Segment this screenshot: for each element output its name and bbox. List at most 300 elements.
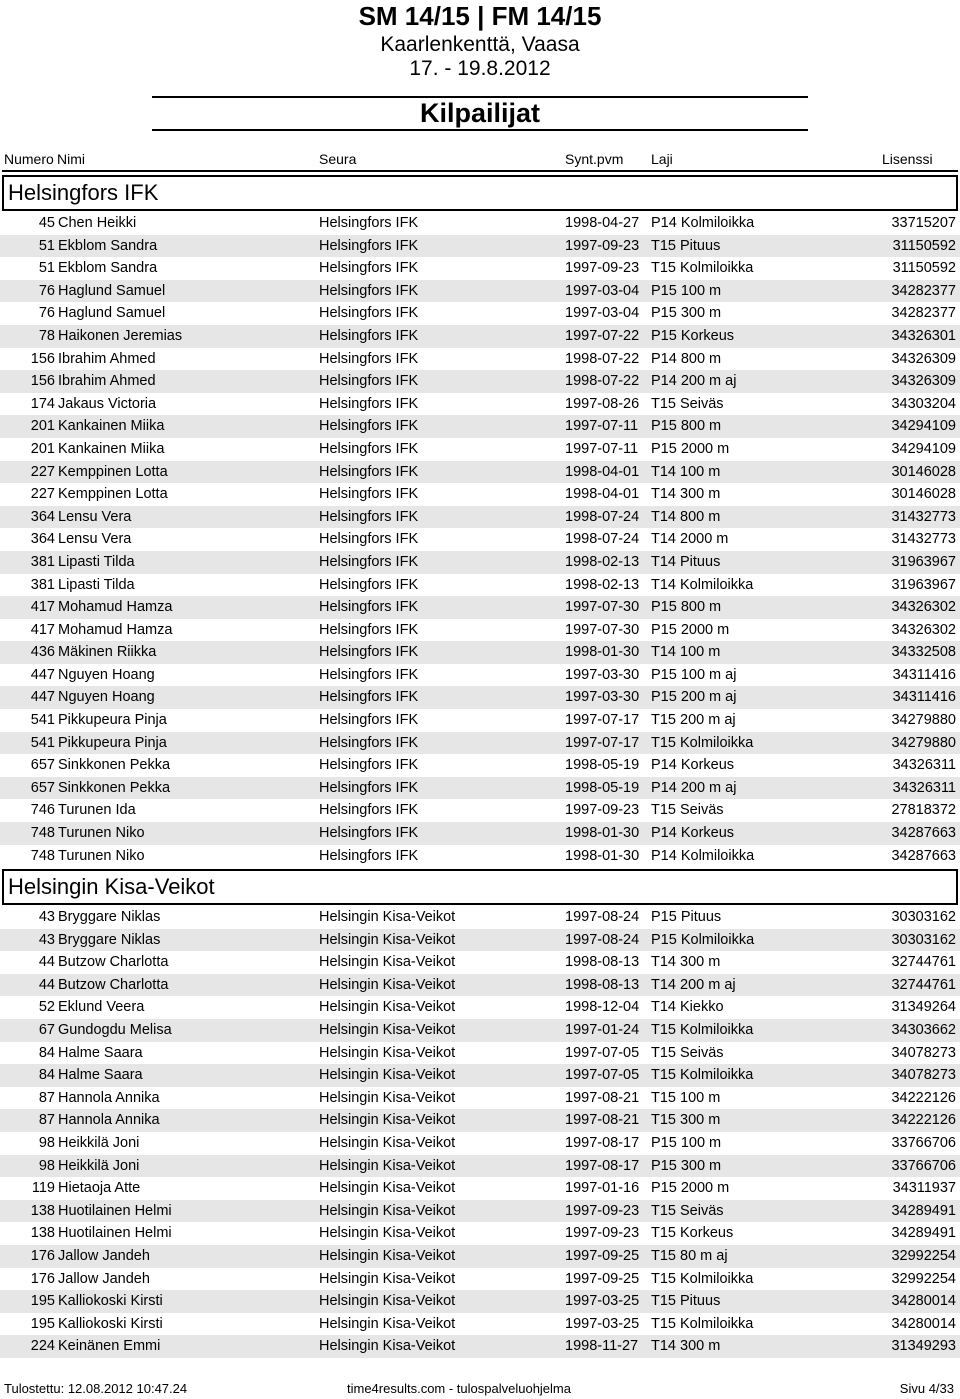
row-number: 657: [30, 779, 55, 796]
row-event: P14 200 m aj: [651, 779, 737, 796]
row-club: Helsingin Kisa-Veikot: [319, 1293, 456, 1310]
row-number: 87: [38, 1089, 55, 1106]
table-row: [0, 212, 960, 235]
row-license: 34294109: [891, 440, 956, 457]
row-birthdate: 1998-05-19: [565, 757, 640, 774]
row-number: 201: [30, 440, 55, 457]
row-name: Kankainen Miika: [58, 418, 165, 435]
row-birthdate: 1997-03-04: [565, 282, 640, 299]
col-event: Laji: [651, 151, 673, 167]
row-birthdate: 1998-02-13: [565, 553, 640, 570]
table-row: [0, 348, 960, 371]
row-name: Ibrahim Ahmed: [58, 373, 156, 390]
row-name: Butzow Charlotta: [58, 954, 169, 971]
row-name: Hannola Annika: [58, 1112, 160, 1129]
row-license: 34279880: [891, 712, 956, 729]
row-club: Helsingfors IFK: [319, 689, 419, 706]
row-number: 381: [30, 553, 55, 570]
row-license: 34303204: [891, 395, 956, 412]
table-row: [0, 1019, 960, 1042]
table-row: [0, 280, 960, 303]
row-license: 34289491: [891, 1225, 956, 1242]
table-row: [0, 506, 960, 529]
table-row: [0, 799, 960, 822]
row-birthdate: 1998-07-24: [565, 531, 640, 548]
row-number: 44: [38, 954, 55, 971]
row-number: 227: [30, 463, 55, 480]
row-name: Ekblom Sandra: [58, 237, 158, 254]
row-name: Eklund Veera: [58, 999, 145, 1016]
table-row: [0, 1042, 960, 1065]
row-event: T14 100 m: [651, 463, 721, 480]
table-row: [0, 1335, 960, 1358]
row-event: T15 80 m aj: [651, 1247, 728, 1264]
row-number: 381: [30, 576, 55, 593]
row-birthdate: 1997-07-11: [565, 440, 639, 457]
row-license: 34326311: [892, 757, 956, 774]
row-name: Turunen Niko: [58, 847, 145, 864]
row-birthdate: 1997-07-05: [565, 1067, 640, 1084]
row-birthdate: 1998-04-27: [565, 215, 640, 231]
row-number: 52: [38, 999, 55, 1016]
table-row: [0, 1064, 960, 1087]
row-event: P14 200 m aj: [651, 373, 737, 390]
table-row: [0, 845, 960, 868]
row-number: 176: [30, 1247, 55, 1264]
row-birthdate: 1997-08-21: [565, 1112, 640, 1129]
row-birthdate: 1997-03-30: [565, 666, 640, 683]
event-title: SM 14/15 | FM 14/15: [358, 1, 602, 31]
row-birthdate: 1997-08-24: [565, 931, 640, 948]
table-row: [0, 664, 960, 687]
row-club: Helsingfors IFK: [319, 734, 419, 751]
row-club: Helsingfors IFK: [319, 531, 419, 548]
row-club: Helsingin Kisa-Veikot: [319, 1044, 456, 1061]
row-license: 34326302: [891, 599, 956, 616]
table-row: [0, 461, 960, 484]
row-name: Jallow Jandeh: [58, 1270, 150, 1287]
row-club: Helsingfors IFK: [319, 215, 419, 231]
row-club: Helsingin Kisa-Veikot: [319, 1089, 456, 1106]
row-license: 30146028: [891, 486, 956, 503]
row-number: 174: [30, 395, 55, 412]
row-license: 34078273: [891, 1067, 956, 1084]
row-name: Lipasti Tilda: [58, 576, 135, 593]
row-license: 34280014: [891, 1293, 956, 1310]
row-event: T15 Kolmiloikka: [651, 734, 754, 751]
column-header: [0, 149, 960, 169]
table-row: [0, 951, 960, 974]
row-event: P15 2000 m: [651, 1180, 730, 1197]
row-club: Helsingin Kisa-Veikot: [319, 1202, 456, 1219]
row-name: Bryggare Niklas: [58, 909, 161, 925]
row-club: Helsingfors IFK: [319, 644, 419, 661]
row-name: Mohamud Hamza: [58, 621, 173, 638]
table-row: [0, 686, 960, 709]
table-row: [0, 1245, 960, 1268]
row-birthdate: 1998-11-27: [565, 1338, 639, 1355]
row-number: 45: [38, 215, 55, 231]
row-name: Kemppinen Lotta: [58, 463, 168, 480]
row-license: 31432773: [891, 508, 956, 525]
row-event: P15 800 m: [651, 599, 722, 616]
row-club: Helsingfors IFK: [319, 305, 419, 322]
row-club: Helsingin Kisa-Veikot: [319, 1338, 456, 1355]
row-event: P15 Kolmiloikka: [651, 931, 755, 948]
table-row: [0, 302, 960, 325]
row-name: Huotilainen Helmi: [58, 1202, 172, 1219]
row-birthdate: 1997-07-05: [565, 1044, 640, 1061]
row-name: Halme Saara: [58, 1044, 143, 1061]
row-birthdate: 1997-07-30: [565, 621, 640, 638]
row-club: Helsingfors IFK: [319, 599, 419, 616]
row-event: T14 Kolmiloikka: [651, 576, 754, 593]
row-name: Ekblom Sandra: [58, 260, 158, 277]
row-name: Nguyen Hoang: [58, 689, 155, 706]
row-club: Helsingfors IFK: [319, 395, 419, 412]
row-event: P14 Korkeus: [651, 757, 735, 774]
row-club: Helsingfors IFK: [319, 779, 419, 796]
row-number: 138: [30, 1225, 55, 1242]
row-event: T15 Seiväs: [651, 1044, 724, 1061]
table-row: [0, 929, 960, 952]
row-name: Kalliokoski Kirsti: [58, 1315, 163, 1332]
row-birthdate: 1998-04-01: [565, 463, 640, 480]
row-club: Helsingin Kisa-Veikot: [319, 1112, 456, 1129]
row-event: P15 300 m: [651, 1157, 722, 1174]
row-event: T15 Pituus: [651, 237, 721, 254]
row-number: 84: [38, 1067, 55, 1084]
row-license: 30303162: [891, 909, 956, 925]
row-club: Helsingin Kisa-Veikot: [319, 1270, 456, 1287]
table-row: [0, 906, 960, 929]
row-event: T14 300 m: [651, 954, 721, 971]
row-name: Lensu Vera: [58, 531, 132, 548]
row-number: 746: [30, 802, 55, 819]
row-event: T15 Kolmiloikka: [651, 1270, 754, 1287]
row-name: Haikonen Jeremias: [58, 327, 183, 344]
row-license: 32992254: [891, 1247, 956, 1264]
table-row: [0, 1177, 960, 1200]
row-license: 34282377: [891, 282, 956, 299]
row-name: Chen Heikki: [58, 215, 137, 231]
table-row: [0, 732, 960, 755]
table-row: [0, 415, 960, 438]
row-name: Sinkkonen Pekka: [58, 757, 171, 774]
row-event: P14 Korkeus: [651, 825, 735, 842]
row-event: P14 Kolmiloikka: [651, 215, 755, 231]
row-club: Helsingfors IFK: [319, 486, 419, 503]
row-event: T14 Pituus: [651, 553, 721, 570]
row-birthdate: 1997-07-22: [565, 327, 640, 344]
table-row: [0, 325, 960, 348]
row-event: P15 800 m: [651, 418, 722, 435]
row-name: Keinänen Emmi: [58, 1338, 161, 1355]
row-birthdate: 1998-07-24: [565, 508, 640, 525]
row-event: T15 Kolmiloikka: [651, 260, 754, 277]
row-number: 417: [30, 599, 55, 616]
row-number: 138: [30, 1202, 55, 1219]
row-license: 34303662: [891, 1021, 956, 1038]
row-club: Helsingfors IFK: [319, 802, 419, 819]
row-club: Helsingfors IFK: [319, 847, 419, 864]
row-club: Helsingin Kisa-Veikot: [319, 1067, 456, 1084]
row-name: Mäkinen Riikka: [58, 644, 157, 661]
table-row: [0, 393, 960, 416]
club-rows: [0, 212, 960, 867]
table-row: [0, 754, 960, 777]
row-event: T15 200 m aj: [651, 712, 736, 729]
row-number: 76: [38, 282, 55, 299]
row-license: 31349264: [891, 999, 956, 1016]
row-name: Haglund Samuel: [58, 305, 166, 322]
row-club: Helsingin Kisa-Veikot: [319, 999, 456, 1016]
row-license: 34078273: [891, 1044, 956, 1061]
table-row: [0, 1109, 960, 1132]
row-event: P15 100 m aj: [651, 666, 737, 683]
row-club: Helsingfors IFK: [319, 825, 419, 842]
table-row: [0, 619, 960, 642]
row-number: 364: [30, 508, 55, 525]
table-row: [0, 1313, 960, 1336]
row-name: Turunen Ida: [58, 802, 136, 819]
club-name: Helsingin Kisa-Veikot: [8, 874, 215, 899]
row-club: Helsingfors IFK: [319, 418, 419, 435]
row-birthdate: 1997-08-21: [565, 1089, 640, 1106]
row-number: 119: [31, 1180, 55, 1197]
row-name: Turunen Niko: [58, 825, 145, 842]
page-footer: [0, 1380, 960, 1398]
row-license: 34289491: [891, 1202, 956, 1219]
row-club: Helsingfors IFK: [319, 621, 419, 638]
row-event: T15 Korkeus: [651, 1225, 734, 1242]
row-license: 34280014: [891, 1315, 956, 1332]
row-name: Heikkilä Joni: [58, 1134, 140, 1151]
row-name: Hannola Annika: [58, 1089, 160, 1106]
row-event: P15 Pituus: [651, 909, 722, 925]
row-birthdate: 1998-02-13: [565, 576, 640, 593]
row-club: Helsingfors IFK: [319, 282, 419, 299]
club-rows: [0, 906, 960, 1358]
row-birthdate: 1997-08-17: [565, 1134, 640, 1151]
row-license: 34294109: [891, 418, 956, 435]
table-row: [0, 574, 960, 597]
row-birthdate: 1997-08-17: [565, 1157, 640, 1174]
row-name: Jakaus Victoria: [58, 395, 157, 412]
row-license: 31963967: [891, 576, 956, 593]
row-birthdate: 1997-07-11: [565, 418, 639, 435]
row-license: 30303162: [891, 931, 956, 948]
row-club: Helsingin Kisa-Veikot: [319, 1180, 456, 1197]
row-license: 34311416: [892, 689, 956, 706]
row-event: T14 100 m: [651, 644, 721, 661]
row-birthdate: 1997-09-23: [565, 1225, 640, 1242]
row-license: 34287663: [891, 825, 956, 842]
row-number: 87: [38, 1112, 55, 1129]
table-row: [0, 370, 960, 393]
col-name: Nimi: [57, 151, 85, 167]
row-birthdate: 1997-07-17: [565, 712, 640, 729]
table-row: [0, 996, 960, 1019]
row-name: Sinkkonen Pekka: [58, 779, 171, 796]
row-club: Helsingfors IFK: [319, 712, 419, 729]
row-number: 51: [38, 260, 55, 277]
row-name: Nguyen Hoang: [58, 666, 155, 683]
table-row: [0, 777, 960, 800]
col-club: Seura: [319, 151, 357, 167]
row-license: 34311937: [892, 1180, 956, 1197]
row-club: Helsingin Kisa-Veikot: [319, 1315, 456, 1332]
row-event: P14 Kolmiloikka: [651, 847, 755, 864]
row-club: Helsingin Kisa-Veikot: [319, 954, 456, 971]
row-name: Mohamud Hamza: [58, 599, 173, 616]
row-number: 98: [38, 1134, 55, 1151]
table-row: [0, 257, 960, 280]
row-number: 748: [30, 825, 55, 842]
row-name: Huotilainen Helmi: [58, 1225, 172, 1242]
row-number: 224: [30, 1338, 55, 1355]
club-header: [0, 175, 960, 211]
row-name: Bryggare Niklas: [58, 931, 161, 948]
row-birthdate: 1997-09-25: [565, 1270, 640, 1287]
row-event: T15 Pituus: [651, 1293, 721, 1310]
row-birthdate: 1998-07-22: [565, 350, 640, 367]
row-event: P15 2000 m: [651, 440, 730, 457]
row-club: Helsingfors IFK: [319, 327, 419, 344]
row-event: T14 2000 m: [651, 531, 729, 548]
row-event: P15 2000 m: [651, 621, 730, 638]
table-row: [0, 596, 960, 619]
row-event: P15 200 m aj: [651, 689, 737, 706]
row-club: Helsingin Kisa-Veikot: [319, 976, 456, 993]
row-number: 201: [30, 418, 55, 435]
row-birthdate: 1998-08-13: [565, 954, 640, 971]
row-club: Helsingin Kisa-Veikot: [319, 1157, 456, 1174]
row-license: 34282377: [891, 305, 956, 322]
club-header: [0, 869, 960, 905]
row-name: Jallow Jandeh: [58, 1247, 150, 1264]
row-event: T14 800 m: [651, 508, 721, 525]
event-dates: 17. - 19.8.2012: [409, 57, 551, 80]
row-number: 657: [30, 757, 55, 774]
row-license: 31150592: [892, 260, 956, 277]
row-event: T14 200 m aj: [651, 976, 736, 993]
row-number: 436: [30, 644, 55, 661]
row-birthdate: 1997-03-25: [565, 1315, 640, 1332]
row-license: 30146028: [891, 463, 956, 480]
row-number: 51: [38, 237, 55, 254]
table-row: [0, 235, 960, 258]
row-name: Lensu Vera: [58, 508, 132, 525]
table-row: [0, 483, 960, 506]
row-birthdate: 1997-09-23: [565, 237, 640, 254]
footer-printed: Tulostettu: 12.08.2012 10:47.24: [4, 1381, 188, 1396]
row-number: 417: [30, 621, 55, 638]
row-club: Helsingin Kisa-Veikot: [319, 909, 456, 925]
row-license: 32744761: [891, 976, 956, 993]
row-number: 67: [38, 1021, 55, 1038]
row-club: Helsingfors IFK: [319, 463, 419, 480]
row-license: 34326309: [891, 373, 956, 390]
row-club: Helsingfors IFK: [319, 508, 419, 525]
row-event: T15 Kolmiloikka: [651, 1021, 754, 1038]
row-birthdate: 1998-01-30: [565, 825, 640, 842]
row-birthdate: 1997-03-30: [565, 689, 640, 706]
row-license: 31349293: [891, 1338, 956, 1355]
row-license: 31432773: [891, 531, 956, 548]
row-event: P15 100 m: [651, 1134, 722, 1151]
row-license: 34332508: [891, 644, 956, 661]
row-birthdate: 1997-09-23: [565, 1202, 640, 1219]
column-header-rule: [2, 170, 958, 172]
row-birthdate: 1998-08-13: [565, 976, 640, 993]
row-license: 27818372: [891, 802, 956, 819]
row-name: Kemppinen Lotta: [58, 486, 168, 503]
row-club: Helsingfors IFK: [319, 440, 419, 457]
table-row: [0, 551, 960, 574]
row-club: Helsingin Kisa-Veikot: [319, 931, 456, 948]
row-license: 34279880: [891, 734, 956, 751]
row-event: T15 Kolmiloikka: [651, 1315, 754, 1332]
row-club: Helsingfors IFK: [319, 260, 419, 277]
col-number: Numero: [4, 151, 54, 167]
row-number: 98: [38, 1157, 55, 1174]
col-license: Lisenssi: [882, 151, 933, 167]
row-license: 34326309: [891, 350, 956, 367]
row-birthdate: 1998-04-01: [565, 486, 640, 503]
row-event: T14 300 m: [651, 1338, 721, 1355]
row-birthdate: 1998-12-04: [565, 999, 640, 1016]
table-row: [0, 822, 960, 845]
row-number: 364: [30, 531, 55, 548]
row-club: Helsingfors IFK: [319, 576, 419, 593]
row-number: 76: [38, 305, 55, 322]
row-club: Helsingfors IFK: [319, 350, 419, 367]
row-birthdate: 1998-01-30: [565, 847, 640, 864]
row-license: 34311416: [892, 666, 956, 683]
row-name: Ibrahim Ahmed: [58, 350, 156, 367]
row-license: 31963967: [891, 553, 956, 570]
event-venue: Kaarlenkenttä, Vaasa: [380, 33, 580, 56]
row-club: Helsingin Kisa-Veikot: [319, 1225, 456, 1242]
table-row: [0, 1222, 960, 1245]
row-birthdate: 1998-05-19: [565, 779, 640, 796]
row-name: Pikkupeura Pinja: [58, 712, 167, 729]
row-event: T15 100 m: [651, 1089, 721, 1106]
row-birthdate: 1997-07-30: [565, 599, 640, 616]
row-club: Helsingin Kisa-Veikot: [319, 1021, 456, 1038]
row-birthdate: 1998-01-30: [565, 644, 640, 661]
row-license: 34326302: [891, 621, 956, 638]
table-row: [0, 1268, 960, 1291]
row-name: Haglund Samuel: [58, 282, 166, 299]
row-name: Pikkupeura Pinja: [58, 734, 167, 751]
row-license: 33715207: [891, 215, 956, 231]
row-birthdate: 1997-09-25: [565, 1247, 640, 1264]
row-name: Butzow Charlotta: [58, 976, 169, 993]
row-license: 31150592: [892, 237, 956, 254]
table-row: [0, 1200, 960, 1223]
table-row: [0, 641, 960, 664]
row-number: 43: [38, 931, 55, 948]
row-number: 541: [30, 734, 55, 751]
row-name: Kalliokoski Kirsti: [58, 1293, 163, 1310]
row-license: 32992254: [891, 1270, 956, 1287]
table-row: [0, 1132, 960, 1155]
row-name: Gundogdu Melisa: [58, 1021, 172, 1038]
row-number: 156: [30, 350, 55, 367]
table-row: [0, 1155, 960, 1178]
